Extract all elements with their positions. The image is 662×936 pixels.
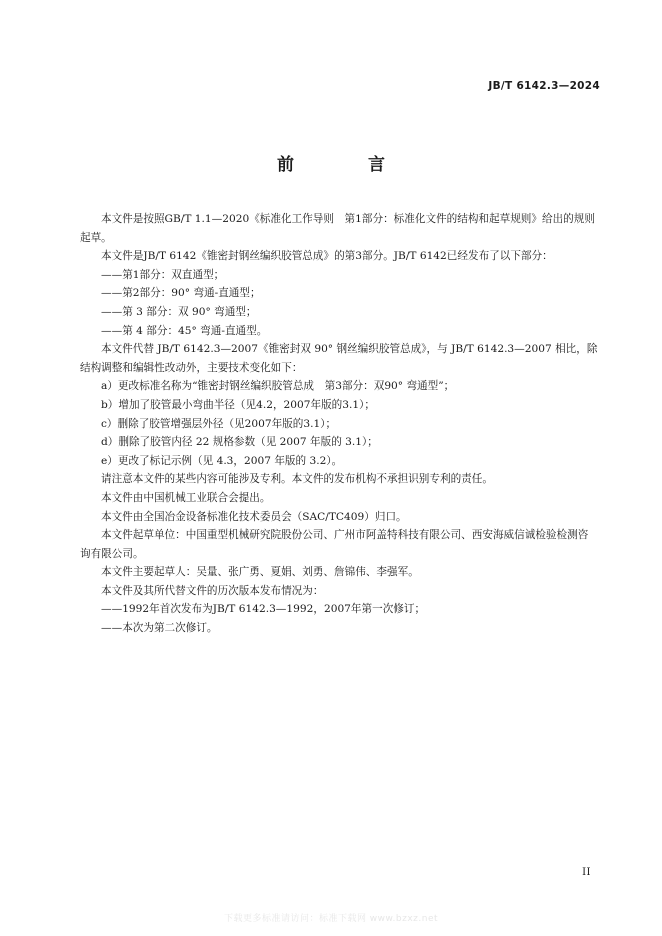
part-list-item: ——第1部分：双直通型；	[101, 268, 225, 281]
paragraph-administered-by: 本文件由全国冶金设备标准化技术委员会（SAC/TC409）归口。	[101, 510, 407, 523]
part-list-item: ——第 3 部分：双 90° 弯通型；	[101, 305, 257, 318]
change-list-item: c）删除了胶管增强层外径（见2007年版的3.1）；	[101, 417, 337, 430]
change-list-item: d）删除了胶管内径 22 规格参数（见 2007 年版的 3.1）；	[101, 436, 378, 449]
paragraph-proposed-by: 本文件由中国机械工业联合会提出。	[101, 491, 271, 504]
change-list-item: e）更改了标记示例（见 4.3，2007 年版的 3.2）。	[101, 454, 343, 467]
change-list-item: b）增加了胶管最小弯曲半径（见4.2，2007年版的3.1）；	[101, 398, 376, 411]
paragraph-drafting-rules: 本文件是按照GB/T 1.1—2020《标准化工作导则 第1部分：标准化文件的结构和起草规则》给出的规则起草。	[80, 213, 595, 244]
page-number: II	[582, 867, 591, 878]
paragraph-series-info: 本文件是JB/T 6142《锥密封钢丝编织胶管总成》的第3部分。JB/T 6142已经发布了以下部分：	[101, 250, 553, 263]
part-list-item: ——第2部分：90° 弯通-直通型；	[101, 287, 261, 300]
watermark-text: 下载更多标准请访问：标准下载网 www.bzxz.net	[223, 914, 439, 924]
paragraph-drafters: 本文件主要起草人：吴量、张广勇、夏娟、刘勇、詹锦伟、李强军。	[101, 566, 419, 579]
foreword-body	[80, 210, 598, 638]
document-code: JB/T 6142.3—2024	[488, 80, 600, 92]
paragraph-history: 本文件及其所代替文件的历次版本发布情况为：	[101, 584, 324, 597]
paragraph-drafting-units: 本文件起草单位：中国重型机械研究院股份公司、广州市阿盖特科技有限公司、西安海威信诚检验检测咨询有限公司。	[80, 529, 589, 560]
history-list-item: ——本次为第二次修订。	[101, 622, 218, 635]
page-title: 前 言	[277, 155, 419, 175]
paragraph-replaces: 本文件代替 JB/T 6142.3—2007《锥密封双 90° 钢丝编织胶管总成》，与 JB/T 6142.3—2007 相比，除结构调整和编辑性改动外，主要技术变化如下：	[80, 343, 598, 374]
paragraph-patent-notice: 请注意本文件的某些内容可能涉及专利。本文件的发布机构不承担识别专利的责任。	[101, 473, 493, 486]
change-list-item: a）更改标准名称为“锥密封钢丝编织胶管总成 第3部分：双90° 弯通型”；	[101, 380, 455, 393]
history-list-item: ——1992年首次发布为JB/T 6142.3—1992，2007年第一次修订；	[101, 603, 426, 616]
part-list-item: ——第 4 部分：45° 弯通-直通型。	[101, 324, 268, 337]
